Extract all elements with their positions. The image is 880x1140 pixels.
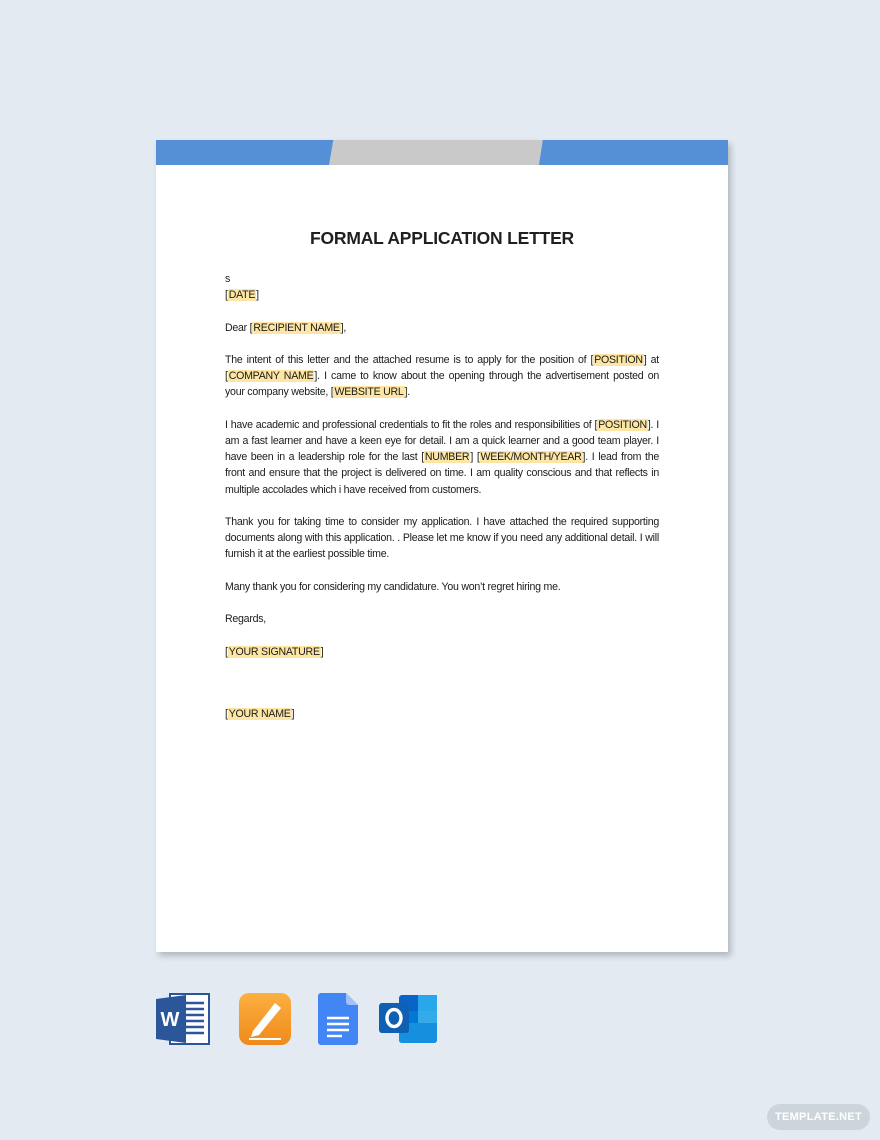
svg-text:W: W (160, 1009, 180, 1031)
letter-title: FORMAL APPLICATION LETTER (310, 228, 574, 248)
signature-line: [YOUR SIGNATURE] (225, 645, 324, 658)
header-band (156, 140, 728, 165)
paragraph-thanks: Thank you for taking time to consider my application. I have attached the required supporting documents along with this application. . Please let me know if you need any additional detail. I will furnish it at the earliest possible time. (225, 515, 659, 561)
paragraph-candidature: Many thank you for considering my candidature. You won’t regret hiring me. (225, 580, 561, 593)
p1-text-2: ] at [ (225, 353, 659, 383)
paragraph-intent (225, 352, 659, 401)
p2-text-4: ]. I lead from the front and ensure that the project is delivered on time. I am quality conscious and that reflects in multiple accolades which i have received from customers. (225, 451, 659, 496)
header-band-right (539, 140, 728, 165)
p1-text-4: ]. (404, 386, 410, 399)
letter-body (225, 271, 659, 722)
greeting-prefix: Dear [ (225, 321, 253, 334)
p2-text-1: I have academic and professional credentials to fit the roles and responsibilities of [ (225, 418, 598, 431)
p2-text-3: ] [ (470, 451, 480, 464)
header-band-middle (329, 140, 544, 165)
word-icon[interactable] (156, 993, 210, 1045)
date-placeholder: DATE (228, 289, 256, 302)
letter-document (156, 140, 728, 952)
google-docs-icon[interactable] (318, 993, 358, 1045)
app-icons (156, 993, 456, 1045)
p2-text-2: ]. I am a fast learner and have a keen eye for detail. I am a quick learner and a good team player. I have been in a leadership role for the last [ (225, 418, 659, 464)
company-placeholder: COMPANY NAME (228, 370, 314, 383)
watermark-badge: TEMPLATE.NET (767, 1104, 870, 1130)
paragraph-credentials (225, 417, 659, 498)
date-line: [DATE] (225, 289, 259, 302)
header-band-left (156, 140, 334, 165)
greeting (225, 320, 659, 336)
p1-text-3: ]. I came to know about the opening through the advertisement posted on your company website, [ (225, 370, 659, 399)
website-placeholder: WEBSITE URL (334, 386, 404, 399)
position-placeholder: POSITION (594, 353, 643, 366)
position-placeholder-2: POSITION (598, 418, 647, 431)
name-line: [YOUR NAME] (225, 707, 295, 720)
greeting-suffix: ], (340, 321, 347, 334)
number-placeholder: NUMBER (424, 451, 470, 464)
signature-placeholder: YOUR SIGNATURE (228, 645, 320, 658)
closing: Regards, (225, 613, 266, 626)
outlook-icon[interactable] (379, 993, 439, 1045)
name-placeholder: YOUR NAME (228, 707, 291, 720)
stray-character: s (225, 273, 231, 285)
p1-text-1: The intent of this letter and the attached resume is to apply for the position of [ (225, 353, 594, 366)
pages-icon[interactable] (239, 993, 291, 1045)
recipient-placeholder: RECIPIENT NAME (253, 321, 340, 334)
period-placeholder: WEEK/MONTH/YEAR (480, 451, 582, 464)
